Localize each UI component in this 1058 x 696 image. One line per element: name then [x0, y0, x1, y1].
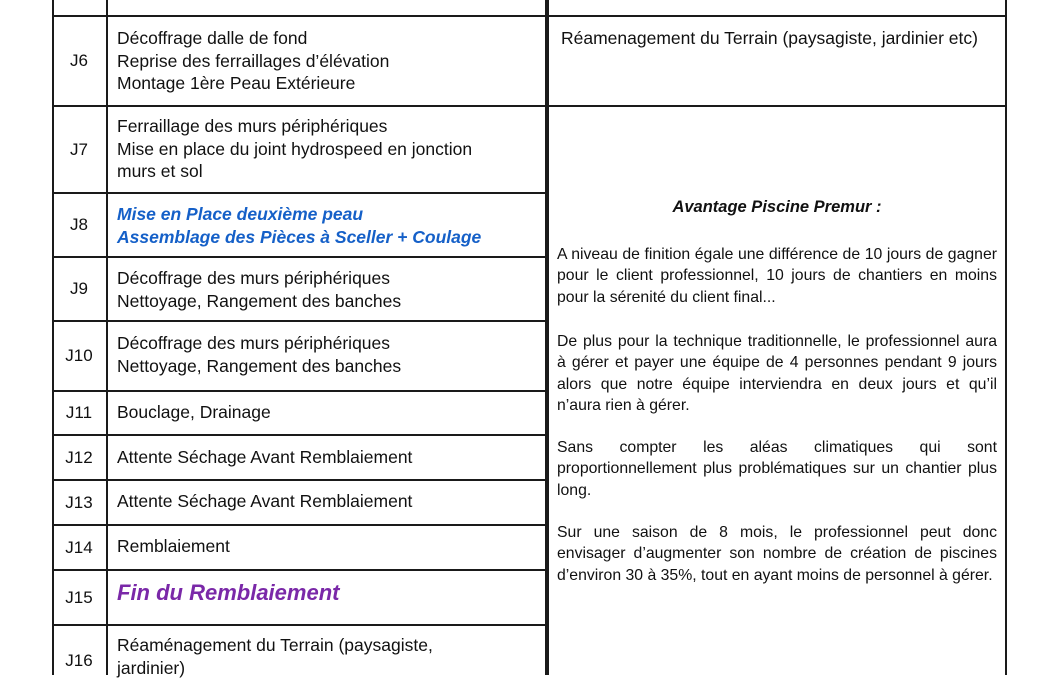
row-divider [52, 15, 1007, 17]
task-line: Décoffrage des murs périphériques [117, 268, 391, 288]
task-line: Assemblage des Pièces à Sceller + Coulage [117, 226, 482, 247]
task-cell [117, 634, 542, 679]
task-cell [117, 115, 542, 183]
task-line: Décoffrage des murs périphériques [117, 333, 391, 353]
advantage-title: Avantage Piscine Premur : [672, 198, 882, 216]
row-divider [52, 105, 1007, 107]
day-cell: J16 [65, 651, 93, 670]
task-line: Bouclage, Drainage [117, 402, 271, 422]
day-cell: J14 [65, 537, 93, 557]
row-divider [52, 256, 548, 258]
task-cell [117, 332, 542, 377]
task-cell-highlight [117, 582, 542, 605]
task-line: Attente Séchage Avant Remblaiement [117, 491, 413, 511]
task-cell [117, 490, 542, 513]
task-line: Remblaiement [117, 536, 230, 556]
task-line: Attente Séchage Avant Remblaiement [117, 447, 413, 467]
day-cell: J9 [70, 279, 88, 298]
day-cell: J11 [65, 403, 93, 422]
task-line: jardinier) [117, 657, 186, 678]
right-top-text: Réamenagement du Terrain (paysagiste, jardinier etc) [561, 28, 978, 48]
task-cell [117, 401, 542, 424]
day-cell: J6 [70, 51, 88, 70]
day-cell: J7 [70, 139, 88, 159]
schedule-table [52, 0, 1007, 678]
day-cell: J13 [65, 492, 93, 512]
day-cell: J12 [65, 447, 93, 467]
task-cell [117, 267, 542, 312]
task-cell [117, 535, 542, 558]
day-cell: J10 [65, 346, 93, 365]
advantage-paragraph: A niveau de finition égale une différence de 10 jours de gagner pour le client professionnel, 10 jours de chantiers en moins pour la sérenité du client final... [557, 246, 997, 306]
task-line: Montage 1ère Peau Extérieure [117, 73, 356, 93]
task-line: Mise en place du joint hydrospeed en jonction [117, 138, 473, 159]
row-divider [52, 479, 548, 481]
task-line: Mise en Place deuxième peau [117, 204, 364, 224]
task-line: Fin du Remblaiement [117, 580, 340, 605]
advantage-paragraph: Sans compter les aléas climatiques qui sont proportionnellement plus problématiques sur un chantier plus long. [557, 439, 997, 499]
task-line: Reprise des ferraillages d’élévation [117, 50, 390, 71]
task-line: Ferraillage des murs périphériques [117, 116, 388, 136]
row-divider [52, 569, 548, 571]
column-divider-right [547, 0, 549, 675]
task-line: murs et sol [117, 161, 203, 181]
task-line: Réaménagement du Terrain (paysagiste, [117, 635, 433, 655]
row-divider [52, 524, 548, 526]
task-cell [117, 446, 542, 469]
task-cell-highlight [117, 203, 542, 248]
row-divider [52, 434, 548, 436]
advantage-paragraph: Sur une saison de 8 mois, le professionnel peut donc envisager d’augmenter son nombre de création de piscines d’environ 30 à 35%, tout en ayant moins de personnel à gérer. [557, 524, 997, 584]
task-line: Nettoyage, Rangement des banches [117, 355, 402, 376]
day-cell: J8 [70, 215, 88, 234]
task-line: Nettoyage, Rangement des banches [117, 290, 402, 311]
task-cell [117, 27, 542, 95]
column-divider-day [106, 0, 108, 675]
row-divider [52, 320, 548, 322]
row-divider [52, 192, 548, 194]
advantage-paragraph: De plus pour la technique traditionnelle, le professionnel aura à gérer et payer une équipe de 4 personnes pendant 9 jours alors que notre équipe interviendra en deux jours et qu’il n’aura rien à gérer. [557, 333, 997, 414]
day-cell: J15 [65, 587, 93, 607]
row-divider [52, 390, 548, 392]
task-line: Décoffrage dalle de fond [117, 28, 308, 48]
row-divider [52, 624, 548, 626]
table-border-right [1005, 107, 1007, 675]
